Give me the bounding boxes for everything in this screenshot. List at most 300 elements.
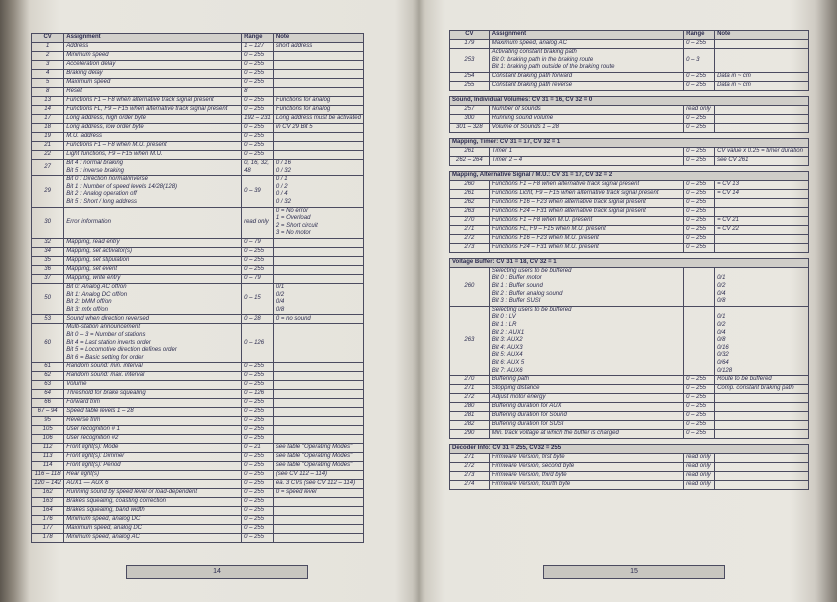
- left-page: [0, 0, 418, 602]
- range-cell: [684, 306, 715, 375]
- note-cell: 0/1 0/2 0/4 0/8 0/16 0/32 0/64 0/128: [715, 306, 809, 375]
- range-cell: 0 – 255: [242, 142, 274, 151]
- note-cell: [273, 61, 363, 70]
- header-note: Note: [715, 31, 809, 40]
- assignment-cell: M.U. address: [64, 133, 242, 142]
- header-cv: CV: [32, 34, 64, 43]
- assignment-cell: Firmware Version, fourth byte: [489, 481, 683, 490]
- cv-cell: 263: [450, 306, 490, 375]
- range-cell: 0 – 255: [242, 133, 274, 142]
- note-cell: [273, 408, 363, 417]
- table-row: [32, 265, 364, 274]
- cv-cell: 22: [32, 151, 64, 160]
- range-cell: 0 – 255: [242, 265, 274, 274]
- cv-cell: 32: [32, 238, 64, 247]
- assignment-cell: Multi-station announcement Bit 0 – 3 = Number of stations Bit 4 = Last station inverts order Bit 5 = Locomotive direction defines order Bit 6 = Basic setting for order: [64, 324, 242, 363]
- note-cell: (see CV 112 – 114): [273, 471, 363, 480]
- table-row: [32, 88, 364, 97]
- range-cell: 0 – 79: [242, 238, 274, 247]
- range-cell: 0 – 255: [242, 256, 274, 265]
- note-cell: 0 / 1 0 / 2 0 / 4 0 / 32: [273, 176, 363, 207]
- table-row: [32, 256, 364, 265]
- cv-cell: 273: [450, 472, 490, 481]
- note-cell: [273, 70, 363, 79]
- note-cell: = CV 22: [715, 225, 809, 234]
- note-cell: [273, 372, 363, 381]
- table-row: [32, 390, 364, 399]
- range-cell: 0 – 255: [242, 453, 274, 462]
- note-cell: [273, 498, 363, 507]
- cv-cell: 260: [450, 180, 490, 189]
- note-cell: [273, 381, 363, 390]
- cv-cell: 116 – 118: [32, 471, 64, 480]
- table-row: [450, 234, 809, 243]
- cv-cell: 36: [32, 265, 64, 274]
- table-row: [32, 507, 364, 516]
- assignment-cell: Minimum speed: [64, 52, 242, 61]
- table-row: [32, 516, 364, 525]
- range-cell: 0 – 255: [242, 498, 274, 507]
- assignment-cell: Brakes squealing, coasting correction: [64, 498, 242, 507]
- assignment-cell: Running sound volume: [489, 114, 683, 123]
- table-row: [32, 534, 364, 543]
- range-cell: 0 – 255: [242, 417, 274, 426]
- range-cell: 0 – 255: [684, 189, 715, 198]
- range-cell: read only: [684, 463, 715, 472]
- table-row: [32, 115, 364, 124]
- assignment-cell: Functions FL, F9 – F15 when alternative track signal present: [64, 106, 242, 115]
- note-cell: [715, 394, 809, 403]
- note-cell: short address: [273, 43, 363, 52]
- range-cell: 0 – 255: [684, 72, 715, 81]
- section-title-row: [450, 445, 809, 454]
- table-row: [32, 372, 364, 381]
- range-cell: read only: [684, 472, 715, 481]
- table-row: [450, 267, 809, 306]
- range-cell: 0 – 255: [684, 123, 715, 132]
- cv-cell: 13: [32, 97, 64, 106]
- assignment-cell: Error information: [64, 207, 242, 238]
- note-cell: CV value x 0.25 = timer duration: [715, 147, 809, 156]
- range-cell: [684, 267, 715, 306]
- note-cell: Data in ~ cm: [715, 72, 809, 81]
- note-cell: [273, 88, 363, 97]
- note-cell: [273, 265, 363, 274]
- cv-cell: 272: [450, 394, 490, 403]
- range-cell: 0 – 255: [684, 243, 715, 252]
- cv-cell: 53: [32, 315, 64, 324]
- cv-cell: 262 – 264: [450, 156, 490, 165]
- table-row: [450, 180, 809, 189]
- note-cell: see table "Operating Modes": [273, 444, 363, 453]
- assignment-cell: Min. track voltage at which the buffer is charged: [489, 430, 683, 439]
- table-row: [32, 142, 364, 151]
- table-row: [450, 394, 809, 403]
- range-cell: 0 – 255: [684, 412, 715, 421]
- assignment-cell: Mapping, set stipulation: [64, 256, 242, 265]
- range-cell: 0 – 255: [684, 394, 715, 403]
- note-cell: [273, 256, 363, 265]
- table-row: [450, 105, 809, 114]
- cv-cell: 95: [32, 417, 64, 426]
- section-title: Voltage Buffer: CV 31 = 18, CV 32 = 1: [450, 258, 809, 267]
- assignment-cell: User recognition # 1: [64, 426, 242, 435]
- cv-cell: 263: [450, 207, 490, 216]
- note-cell: [273, 435, 363, 444]
- table-header-row: [32, 34, 364, 43]
- table-row: [32, 435, 364, 444]
- assignment-cell: User recognition #2: [64, 435, 242, 444]
- table-row: [32, 480, 364, 489]
- cv-cell: 290: [450, 430, 490, 439]
- table-row: [450, 40, 809, 49]
- note-cell: [273, 52, 363, 61]
- range-cell: 0 – 255: [242, 70, 274, 79]
- cv-cell: 280: [450, 403, 490, 412]
- assignment-cell: Bit 0: Analog AC off/on Bit 1: Analog DC off/on Bit 2: bMM off/on Bit 3: mfx off/on: [64, 283, 242, 314]
- assignment-cell: Functions F24 – F31 when alternative track signal present: [489, 207, 683, 216]
- note-cell: [715, 472, 809, 481]
- range-cell: 0 – 255: [684, 385, 715, 394]
- table-row: [32, 133, 364, 142]
- assignment-cell: Minimum speed, analog AC: [64, 534, 242, 543]
- cv-cell: 300: [450, 114, 490, 123]
- header-range: Range: [684, 31, 715, 40]
- range-cell: 0, 16, 32, 48: [242, 160, 274, 176]
- table-row: [450, 463, 809, 472]
- range-cell: 0 – 255: [242, 408, 274, 417]
- cv-cell: 2: [32, 52, 64, 61]
- assignment-cell: Bit 0 : Direction normal/inverse Bit 1 : Number of speed levels 14/28(128) Bit 2 : Analog operation off Bit 5 : Short / long address: [64, 176, 242, 207]
- range-cell: read only: [684, 481, 715, 490]
- range-cell: 0 – 255: [684, 421, 715, 430]
- cv-cell: 50: [32, 283, 64, 314]
- table-row: [32, 52, 364, 61]
- assignment-cell: Stopping distance: [489, 385, 683, 394]
- table-row: [450, 225, 809, 234]
- assignment-cell: Functions F16 – F23 when M.U. present: [489, 234, 683, 243]
- assignment-cell: Braking delay: [64, 70, 242, 79]
- note-cell: [273, 516, 363, 525]
- assignment-cell: Activating constant braking path Bit 0: braking path in the braking route Bit 1: braking path outside of the braking route: [489, 49, 683, 73]
- note-cell: see CV 261: [715, 156, 809, 165]
- table-row: [450, 306, 809, 375]
- assignment-cell: Rear light(s): [64, 471, 242, 480]
- cv-cell: 255: [450, 81, 490, 90]
- assignment-cell: Sound when direction reversed: [64, 315, 242, 324]
- range-cell: 192 – 231: [242, 115, 274, 124]
- cv-cell: 17: [32, 115, 64, 124]
- assignment-cell: Functions F1 – F8 when alternative track signal present: [64, 97, 242, 106]
- note-cell: 0/1 0/2 0/4 0/8: [273, 283, 363, 314]
- cv-cell: 105: [32, 426, 64, 435]
- assignment-cell: Buffering duration for SUSI: [489, 421, 683, 430]
- assignment-cell: Selecting users to be buffered Bit 0 : LV Bit 1 : LR Bit 2 : AUX1 Bit 3: AUX2 Bit 4: AUX3 Bit 5: AUX4 Bit 6: AUX 5 Bit 7: AUX6: [489, 306, 683, 375]
- cv-cell: 19: [32, 133, 64, 142]
- page-number: 14: [126, 565, 308, 579]
- cv-cell: 60: [32, 324, 64, 363]
- cv-cell: 35: [32, 256, 64, 265]
- note-cell: [715, 105, 809, 114]
- header-assignment: Assignment: [64, 34, 242, 43]
- assignment-cell: Firmware Version, first byte: [489, 454, 683, 463]
- note-cell: 0 = speed level: [273, 489, 363, 498]
- cv-cell: 163: [32, 498, 64, 507]
- note-cell: [715, 243, 809, 252]
- assignment-cell: Front light(s): Mode: [64, 444, 242, 453]
- table-row: [32, 97, 364, 106]
- cv-cell: 177: [32, 525, 64, 534]
- table-header-row: [450, 31, 809, 40]
- range-cell: 0 – 255: [684, 198, 715, 207]
- cv-cell: 3: [32, 61, 64, 70]
- table-row: [450, 481, 809, 490]
- section-title-row: [450, 171, 809, 180]
- range-cell: read only: [684, 105, 715, 114]
- table-row: [32, 315, 364, 324]
- range-cell: 0 – 255: [242, 435, 274, 444]
- assignment-cell: Constant braking path forward: [489, 72, 683, 81]
- table-row: [450, 147, 809, 156]
- assignment-cell: Functions F1 – F8 when M.U. present: [489, 216, 683, 225]
- range-cell: 0 – 255: [242, 247, 274, 256]
- range-cell: 0 – 255: [242, 507, 274, 516]
- cv-cell: 67 – 94: [32, 408, 64, 417]
- assignment-cell: Maximum speed, analog AC: [489, 40, 683, 49]
- note-cell: Comp. constant braking path: [715, 385, 809, 394]
- assignment-cell: Running sound by speed level or load-dependent: [64, 489, 242, 498]
- assignment-cell: Functions Licht, F9 – F15 when alternative track signal present: [489, 189, 683, 198]
- assignment-cell: Number of sounds: [489, 105, 683, 114]
- range-cell: 0 – 255: [684, 81, 715, 90]
- table-row: [450, 156, 809, 165]
- note-cell: [273, 142, 363, 151]
- assignment-cell: Long address, low order byte: [64, 124, 242, 133]
- assignment-cell: Constant braking path reverse: [489, 81, 683, 90]
- assignment-cell: Adjust motor energy: [489, 394, 683, 403]
- cv-cell: 120 – 142: [32, 480, 64, 489]
- note-cell: [273, 79, 363, 88]
- assignment-cell: Acceleration delay: [64, 61, 242, 70]
- table-row: [32, 61, 364, 70]
- cv-cell: 260: [450, 267, 490, 306]
- note-cell: [273, 247, 363, 256]
- table-row: [450, 454, 809, 463]
- cv-cell: 113: [32, 453, 64, 462]
- table-row: [32, 399, 364, 408]
- note-cell: see table "Operating Modes": [273, 462, 363, 471]
- cv-cell: 18: [32, 124, 64, 133]
- table-row: [32, 381, 364, 390]
- assignment-cell: Random sound: min. interval: [64, 363, 242, 372]
- cv-cell: 253: [450, 49, 490, 73]
- range-cell: 0 – 255: [242, 61, 274, 70]
- range-cell: 0 – 255: [242, 381, 274, 390]
- table-row: [32, 274, 364, 283]
- table-row: [450, 243, 809, 252]
- cv-cell: 63: [32, 381, 64, 390]
- cv-cell: 66: [32, 399, 64, 408]
- range-cell: 8: [242, 88, 274, 97]
- table-row: [32, 160, 364, 176]
- cv-table-left: [31, 33, 364, 543]
- range-cell: 0 – 255: [684, 376, 715, 385]
- note-cell: [715, 234, 809, 243]
- section-title-row: [450, 96, 809, 105]
- assignment-cell: Buffering duration for AUX: [489, 403, 683, 412]
- table-row: [32, 453, 364, 462]
- note-cell: [273, 426, 363, 435]
- cv-cell: 254: [450, 72, 490, 81]
- range-cell: 0 – 255: [684, 114, 715, 123]
- cv-cell: 1: [32, 43, 64, 52]
- table-row: [32, 238, 364, 247]
- note-cell: Route to be buffered: [715, 376, 809, 385]
- note-cell: [273, 417, 363, 426]
- table-row: [450, 198, 809, 207]
- range-cell: 0 – 255: [684, 430, 715, 439]
- header-range: Range: [242, 34, 274, 43]
- range-cell: 0 – 255: [684, 216, 715, 225]
- note-cell: [715, 430, 809, 439]
- table-row: [450, 114, 809, 123]
- cv-cell: 282: [450, 421, 490, 430]
- assignment-cell: Threshold for brake squealing: [64, 390, 242, 399]
- range-cell: 0 – 255: [242, 534, 274, 543]
- assignment-cell: Mapping, read entry: [64, 238, 242, 247]
- range-cell: 0 – 79: [242, 274, 274, 283]
- assignment-cell: Mapping, set activator(s): [64, 247, 242, 256]
- cv-cell: 114: [32, 462, 64, 471]
- note-cell: = CV 13: [715, 180, 809, 189]
- section-title-row: [450, 258, 809, 267]
- table-row: [32, 471, 364, 480]
- table-row: [450, 216, 809, 225]
- cv-cell: 272: [450, 234, 490, 243]
- assignment-cell: Light functions, F9 – F15 when M.U.: [64, 151, 242, 160]
- cv-cell: 301 – 328: [450, 123, 490, 132]
- range-cell: 0 – 39: [242, 176, 274, 207]
- range-cell: 0 – 255: [684, 207, 715, 216]
- cv-cell: 262: [450, 198, 490, 207]
- cv-cell: 27: [32, 160, 64, 176]
- note-cell: [273, 534, 363, 543]
- range-cell: 0 – 255: [242, 52, 274, 61]
- assignment-cell: Mapping, set event: [64, 265, 242, 274]
- table-row: [450, 385, 809, 394]
- note-cell: [715, 114, 809, 123]
- assignment-cell: Timer 2 – 4: [489, 156, 683, 165]
- table-row: [32, 426, 364, 435]
- header-cv: CV: [450, 31, 490, 40]
- note-cell: Long address must be activated: [273, 115, 363, 124]
- range-cell: read only: [242, 207, 274, 238]
- cv-cell: 271: [450, 385, 490, 394]
- table-row: [32, 176, 364, 207]
- range-cell: 0 – 15: [242, 283, 274, 314]
- table-row: [450, 81, 809, 90]
- range-cell: 0 – 255: [242, 363, 274, 372]
- table-row: [32, 324, 364, 363]
- cv-cell: 14: [32, 106, 64, 115]
- range-cell: 0 – 255: [242, 106, 274, 115]
- cv-cell: 61: [32, 363, 64, 372]
- range-cell: 0 – 255: [242, 399, 274, 408]
- header-note: Note: [273, 34, 363, 43]
- table-row: [32, 43, 364, 52]
- assignment-cell: Reset: [64, 88, 242, 97]
- cv-cell: 62: [32, 372, 64, 381]
- table-row: [450, 123, 809, 132]
- assignment-cell: AUX1 — AUX 6: [64, 480, 242, 489]
- range-cell: 0 – 255: [242, 372, 274, 381]
- table-row: [450, 189, 809, 198]
- table-row: [32, 151, 364, 160]
- assignment-cell: Functions F1 – F8 when M.U. present: [64, 142, 242, 151]
- assignment-cell: Speed table levels 1 – 28: [64, 408, 242, 417]
- cv-cell: 272: [450, 463, 490, 472]
- assignment-cell: Volume of Sounds 1 – 28: [489, 123, 683, 132]
- section-title-row: [450, 138, 809, 147]
- assignment-cell: Firmware Version, third byte: [489, 472, 683, 481]
- note-cell: 0 = no sound: [273, 315, 363, 324]
- cv-cell: 271: [450, 225, 490, 234]
- cv-cell: 257: [450, 105, 490, 114]
- range-cell: 1 – 127: [242, 43, 274, 52]
- right-page: [419, 0, 837, 602]
- range-cell: 0 – 255: [242, 79, 274, 88]
- note-cell: [273, 274, 363, 283]
- table-row: [32, 247, 364, 256]
- assignment-cell: Buffering duration for Sound: [489, 412, 683, 421]
- cv-cell: 178: [32, 534, 64, 543]
- range-cell: 0 – 255: [242, 480, 274, 489]
- note-cell: [273, 151, 363, 160]
- cv-cell: 274: [450, 481, 490, 490]
- cv-table-right: [449, 30, 809, 490]
- note-cell: 0 = No error 1 = Overload 2 = Short circuit 3 = No motor: [273, 207, 363, 238]
- assignment-cell: Forward trim: [64, 399, 242, 408]
- cv-cell: 270: [450, 216, 490, 225]
- assignment-cell: Reverse trim: [64, 417, 242, 426]
- note-cell: Functions for analog: [273, 106, 363, 115]
- note-cell: [715, 454, 809, 463]
- cv-cell: 162: [32, 489, 64, 498]
- page-number: 15: [543, 565, 725, 579]
- note-cell: [273, 324, 363, 363]
- note-cell: in CV 29 Bit 5: [273, 124, 363, 133]
- range-cell: 0 – 255: [684, 147, 715, 156]
- table-row: [32, 417, 364, 426]
- table-row: [450, 421, 809, 430]
- cv-cell: 273: [450, 243, 490, 252]
- table-row: [450, 72, 809, 81]
- cv-cell: 106: [32, 435, 64, 444]
- table-row: [32, 444, 364, 453]
- table-row: [32, 498, 364, 507]
- note-cell: = CV 21: [715, 216, 809, 225]
- cv-cell: 271: [450, 454, 490, 463]
- note-cell: [715, 481, 809, 490]
- cv-cell: 64: [32, 390, 64, 399]
- cv-cell: 270: [450, 376, 490, 385]
- assignment-cell: Long address, high order byte: [64, 115, 242, 124]
- range-cell: 0 – 255: [242, 489, 274, 498]
- cv-cell: 4: [32, 70, 64, 79]
- range-cell: 0 – 255: [242, 124, 274, 133]
- section-title: Mapping, Alternative Signal / M.U.: CV 31 = 17, CV 32 = 2: [450, 171, 809, 180]
- range-cell: 0 – 21: [242, 444, 274, 453]
